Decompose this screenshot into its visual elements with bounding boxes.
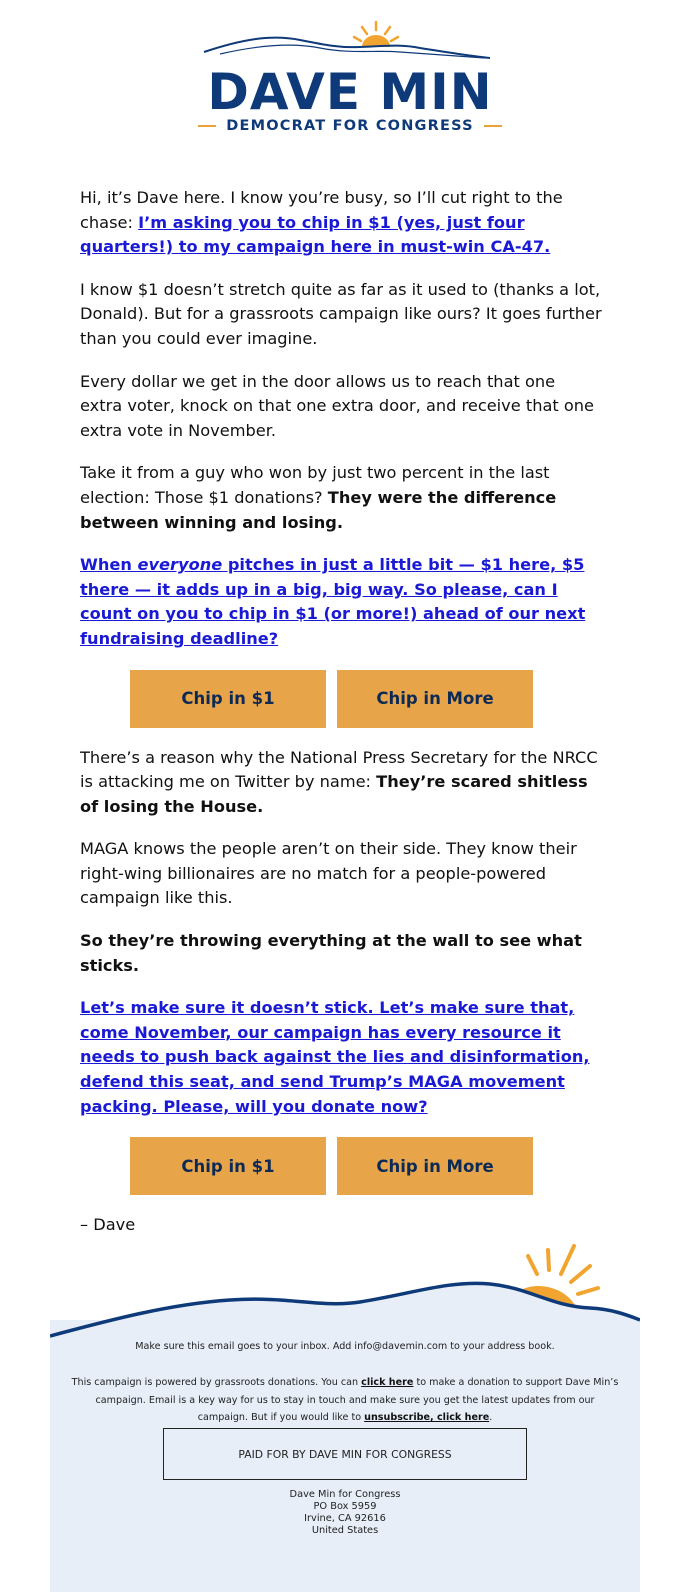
nrcc-text: There’s a reason why the National Press Secretary for the NRCC is attacking me on Twitter by name: [80, 747, 598, 792]
logo-tagline [0, 118, 700, 134]
paragraph-maga: MAGA knows the people aren’t on their side. They know their right-wing billionaires are no match for a people-powered campaign like this. [80, 839, 577, 908]
everyone-link-part-a: When [80, 555, 138, 575]
inbox-note: Make sure this email goes to your inbox. Add info@davemin.com to your address book. [135, 1341, 555, 1352]
click-here-donate-link[interactable]: click here [361, 1377, 414, 1388]
paragraph-nrcc [80, 746, 602, 820]
address-line: PO Box 5959 [313, 1501, 377, 1512]
unsubscribe-link[interactable]: unsubscribe, click here [364, 1412, 490, 1423]
powered-text-end: . [489, 1412, 493, 1423]
paragraph-everyone [80, 553, 602, 651]
address-line: Irvine, CA 92616 [304, 1513, 386, 1524]
paragraph-wall [80, 929, 602, 978]
powered-note [70, 1374, 620, 1427]
mailing-address [50, 1489, 640, 1537]
nrcc-bold: They’re scared shitless of losing the House. [80, 772, 588, 816]
chip-in-1-button[interactable]: Chip in $1 [130, 670, 326, 728]
email-body [80, 186, 602, 1256]
two-percent-text: Take it from a guy who won by just two percent in the last election: Those $1 donations? [80, 463, 550, 507]
wave-sun-icon [50, 1240, 640, 1340]
donate-link-make-sure[interactable]: Let’s make sure it doesn’t stick. Let’s make sure that, come November, our campaign has every resource it needs to push back against the lies and disinformation, defend this seat, and send Trump’s MAGA movement packing. Please, will you donate now? [80, 998, 590, 1116]
tagline-dash-right [484, 125, 502, 127]
donate-buttons-row-2 [130, 1137, 602, 1195]
chip-in-more-button-2[interactable]: Chip in More [337, 1137, 533, 1195]
address-line: United States [311, 1525, 379, 1536]
logo-name: DAVE MIN [207, 63, 493, 121]
paragraph-intro [80, 186, 602, 260]
chip-in-more-button[interactable]: Chip in More [337, 670, 533, 728]
tagline-dash-left [198, 125, 216, 127]
everyone-link-part-b: pitches in just a little bit — $1 here, $5 there — it adds up in a big, big way. So please, can I count on you to chip in $1 (or more!) ahead of our next fundraising deadline? [80, 555, 586, 648]
powered-text-b: to make a donation to support Dave Min’s campaign. Email is a key way for us to stay in touch and make sure you get the latest updates from our campaign. But if you would like to [95, 1377, 619, 1423]
paragraph-every-dollar: Every dollar we get in the door allows us to reach that one extra voter, knock on that one extra door, and receive that one extra vote in November. [80, 371, 594, 440]
paragraph-make-sure [80, 996, 602, 1119]
campaign-logo [0, 20, 700, 140]
donate-buttons-row-1 [130, 670, 602, 728]
address-line: Dave Min for Congress [289, 1489, 401, 1500]
powered-text-a: This campaign is powered by grassroots donations. You can [71, 1377, 362, 1388]
donate-link-intro[interactable]: I’m asking you to chip in $1 (yes, just four quarters!) to my campaign here in must-win CA-47. [80, 212, 551, 257]
everyone-link-emphasis: everyone [137, 555, 223, 575]
paragraph-two-percent [80, 461, 602, 535]
paid-for-disclaimer: PAID FOR BY DAVE MIN FOR CONGRESS [163, 1428, 527, 1480]
paragraph-stretch: I know $1 doesn’t stretch quite as far as it used to (thanks a lot, Donald). But for a grassroots campaign like ours? It goes further than you could ever imagine. [80, 279, 602, 348]
intro-text: Hi, it’s Dave here. I know you’re busy, so I’ll cut right to the chase: [80, 188, 563, 232]
wall-bold: So they’re throwing everything at the wall to see what sticks. [80, 931, 582, 975]
two-percent-bold: They were the difference between winning and losing. [80, 487, 557, 532]
donate-link-everyone[interactable] [80, 555, 585, 648]
email-footer [50, 1240, 640, 1592]
tagline-text: DEMOCRAT FOR CONGRESS [226, 118, 474, 134]
signoff: – Dave [80, 1215, 136, 1235]
chip-in-1-button-2[interactable]: Chip in $1 [130, 1137, 326, 1195]
